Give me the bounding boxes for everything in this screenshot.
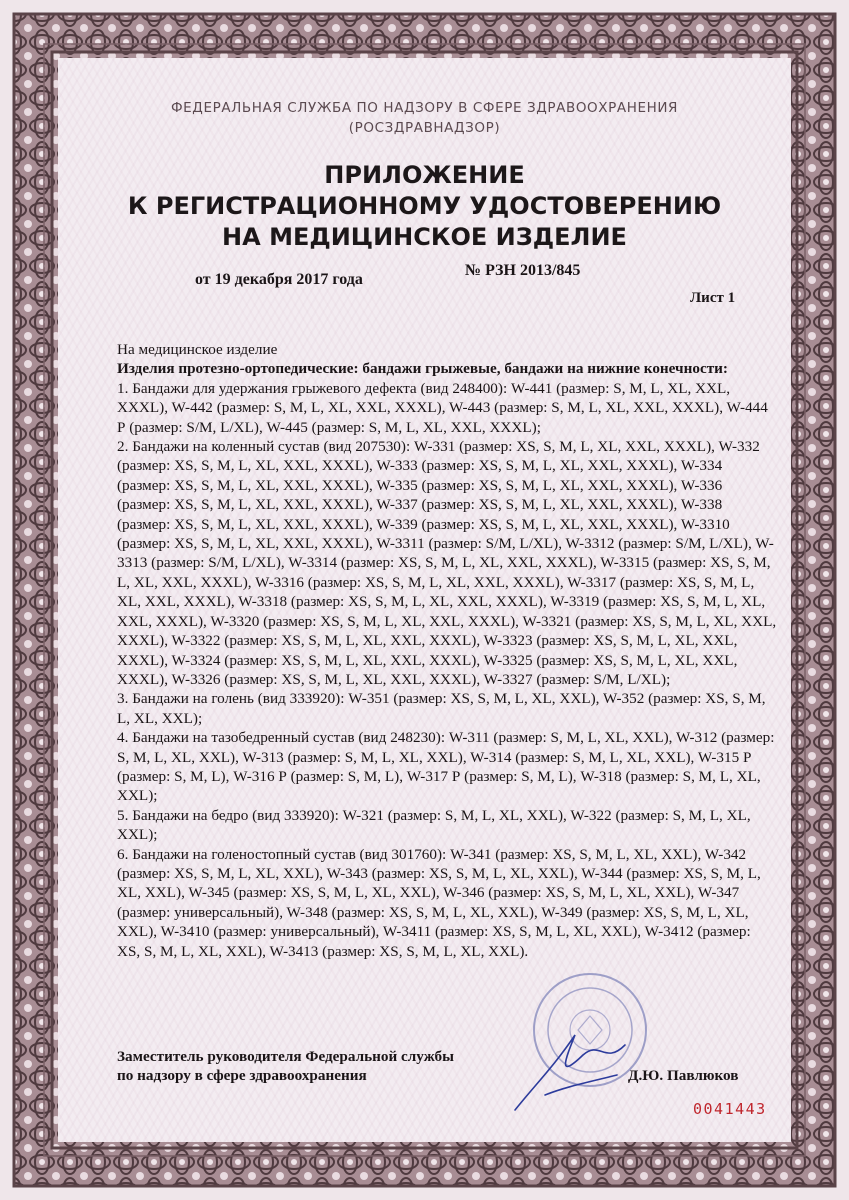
registration-number: № РЗН 2013/845 xyxy=(465,262,581,279)
issuer-block xyxy=(0,98,849,138)
issuer-abbreviation: (РОСЗДРАВНАДЗОР) xyxy=(348,120,501,136)
list-item: 1. Бандажи для удержания грыжевого дефекта (вид 248400): W-441 (размер: S, M, L, XL, XXL, XXXL), W-442 (размер: S, M, L, XL, XXL, XXXL), W-443 (размер: S, M, L, XL, XXL, XXXL), W-444 Р (размер: S/M, L/XL), W-445 (размер: S, M, L, XL, XXL, XXXL); xyxy=(117,379,768,436)
handwritten-signature xyxy=(505,1025,635,1115)
position-line-2: по надзору в сфере здравоохранения xyxy=(117,1067,367,1085)
issue-date: от 19 декабря 2017 года xyxy=(195,271,363,288)
list-item: 6. Бандажи на голеностопный сустав (вид 301760): W-341 (размер: XS, S, M, L, XL, XXL), W-342 (размер: XS, S, M, L, XL, XXL), W-343 (размер: XS, S, M, L, XL, XXL), W-344 (размер: XS, S, M, L, XL, XXL), W-345 (размер: XS, S, M, L, XL, XXL), W-346 (размер: XS, S, M, L, XL, XXL), W-347 (размер: универсальный), W-348 (размер: XS, S, M, L, XL, XXL), W-349 (размер: XS, S, M, L, XL, XXL), W-3410 (размер: универсальный), W-3411 (размер: XS, S, M, L, XL, XXL), W-3412 (размер: XS, S, M, L, XL, XXL), W-3413 (размер: XS, S, M, L, XL, XXL). xyxy=(117,845,761,960)
title-line-1: ПРИЛОЖЕНИЕ xyxy=(324,161,525,189)
issuer-name: ФЕДЕРАЛЬНАЯ СЛУЖБА ПО НАДЗОРУ В СФЕРЕ ЗДРАВООХРАНЕНИЯ xyxy=(170,100,679,116)
list-item: 3. Бандажи на голень (вид 333920): W-351 (размер: XS, S, M, L, XL, XXL), W-352 (размер: XS, S, M, L, XL, XXL); xyxy=(117,690,766,727)
title-line-3: НА МЕДИЦИНСКОЕ ИЗДЕЛИЕ xyxy=(222,223,627,251)
product-name: Изделия протезно-ортопедические: бандажи грыжевые, бандажи на нижние конечности: xyxy=(117,360,728,378)
document-title xyxy=(0,160,849,253)
title-line-2: К РЕГИСТРАЦИОННОМУ УДОСТОВЕРЕНИЮ xyxy=(127,192,722,220)
list-item: 4. Бандажи на тазобедренный сустав (вид 248230): W-311 (размер: S, M, L, XL, XXL), W-312 (размер: S, M, L, XL, XXL), W-313 (размер: S, M, L, XL, XXL), W-314 (размер: S, M, L, XL, XXL), W-315 Р (размер: S, M, L), W-316 Р (размер: S, M, L), W-317 Р (размер: S, M, L), W-318 (размер: S, M, L, XL, XXL); xyxy=(117,729,775,805)
document-body xyxy=(117,340,777,961)
signatory-name: Д.Ю. Павлюков xyxy=(628,1067,739,1084)
intro-text: На медицинское изделие xyxy=(117,341,278,358)
list-item: 2. Бандажи на коленный сустав (вид 207530): W-331 (размер: XS, S, M, L, XL, XXL, XXXL), W-332 (размер: XS, S, M, L, XL, XXL, XXXL), W-333 (размер: XS, S, M, L, XL, XXL, XXXL), W-334 (размер: XS, S, M, L, XL, XXL, XXXL), W-335 (размер: XS, S, M, L, XL, XXL, XXXL), W-336 (размер: XS, S, M, L, XL, XXL, XXXL), W-337 (размер: XS, S, M, L, XL, XXL, XXXL), W-338 (размер: XS, S, M, L, XL, XXL, XXXL), W-339 (размер: XS, S, M, L, XL, XXL, XXXL), W-3310 (размер: XS, S, M, L, XL, XXL, XXXL), W-3311 (размер: S/M, L/XL), W-3312 (размер: S/M, L/XL), W-3313 (размер: S/M, L/XL), W-3314 (размер: XS, S, M, L, XL, XXL, XXXL), W-3315 (размер: XS, S, M, L, XL, XXL, XXXL), W-3316 (размер: XS, S, M, L, XL, XXL, XXXL), W-3317 (размер: XS, S, M, L, XL, XXL, XXXL), W-3318 (размер: XS, S, M, L, XL, XXL, XXXL), W-3319 (размер: XS, S, M, L, XL, XXL, XXXL), W-3320 (размер: XS, S, M, L, XL, XXL, XXXL), W-3321 (размер: XS, S, M, L, XL, XXL, XXXL), W-3322 (размер: XS, S, M, L, XL, XXL, XXXL), W-3323 (размер: XS, S, M, L, XL, XXL, XXXL), W-3324 (размер: XS, S, M, L, XL, XXL, XXXL), W-3325 (размер: XS, S, M, L, XL, XXL, XXXL), W-3326 (размер: XS, S, M, L, XL, XXL, XXXL), W-3327 (размер: S/M, L/XL); xyxy=(117,438,777,688)
sheet-number: Лист 1 xyxy=(690,290,736,306)
position-line-1: Заместитель руководителя Федеральной службы xyxy=(117,1048,454,1065)
form-serial-number: 0041443 xyxy=(693,1100,767,1118)
list-item: 5. Бандажи на бедро (вид 333920): W-321 (размер: S, M, L, XL, XXL), W-322 (размер: S, M, L, XL, XXL); xyxy=(117,806,751,844)
signatory-position xyxy=(117,1047,537,1086)
